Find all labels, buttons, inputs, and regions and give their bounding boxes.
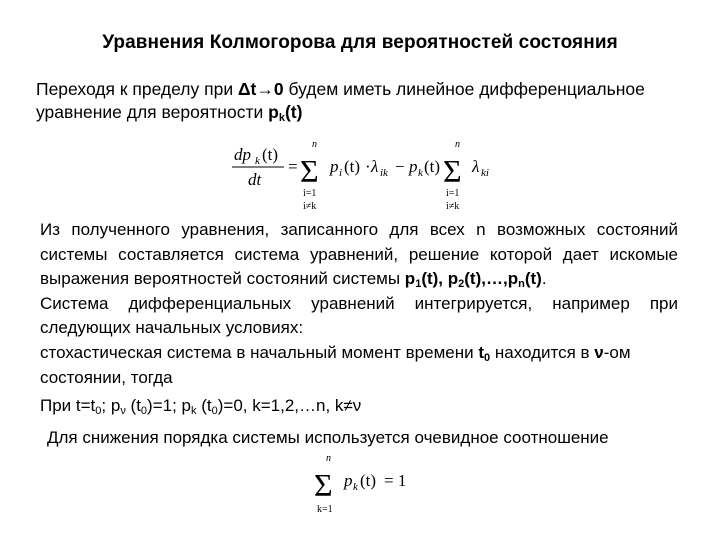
eq-t-paren: (t) (262, 145, 279, 164)
eq-paren-t: (t) (344, 157, 361, 176)
intro-paragraph (36, 78, 686, 124)
sum3-top: n (326, 453, 331, 464)
sum1-sigma: Σ (300, 153, 319, 189)
eq-ki: ki (481, 167, 489, 179)
eq-dp: dp (234, 145, 251, 164)
sum1-bottom-ne: i≠k (303, 201, 317, 212)
sum2-sigma: Σ (443, 153, 462, 189)
intro-line-2 (36, 101, 686, 124)
sum3-bottom: k=1 (317, 504, 333, 515)
norm-eq: = 1 (384, 471, 407, 490)
kolmogorov-equation (228, 138, 498, 218)
intro-text: Переходя к пределу при (36, 79, 238, 99)
norm-p: p (344, 471, 353, 490)
zero-limit: 0 (273, 79, 284, 99)
eq-dt: dt (248, 170, 262, 189)
delta-t: Δt (237, 79, 257, 99)
sum1-top: n (312, 139, 317, 150)
eq-pi: p (330, 157, 339, 176)
body-line-4: Система дифференциальных уравнений интегрируется, например при (40, 293, 678, 313)
body-paragraph (40, 218, 678, 390)
sum2-bottom-ne: i≠k (446, 201, 460, 212)
slide-title: Уравнения Колмогорова для вероятностей состояния (102, 32, 618, 53)
eq-pk: p (409, 157, 418, 176)
sum3-sigma: Σ (314, 467, 333, 503)
eq-lambda-2: λ (472, 157, 480, 176)
eq-paren-t-2: (t) (424, 157, 441, 176)
body-line-3: выражения вероятностей состояний системы $p_1(t)$, $p_2(t),\dots,p_n(t)$. (40, 269, 547, 291)
body-line-6: стохастическая система в начальный момент времени $t_0$ находится в ν-ом (40, 342, 631, 364)
intro-line-1 (36, 78, 686, 101)
sum2-bottom-i: i=1 (446, 188, 460, 199)
body-line-2: системы составляется система уравнений, решение которой дает искомые (40, 244, 678, 264)
initial-conditions: При $t=t_0$; $p_\nu$ $(t_0)=1$; $p_k$ $(t_0)=0$, k=1,2,…n, k≠ν (40, 396, 362, 417)
eq-lambda: λ (371, 157, 379, 176)
body-line-1: Из полученного уравнения, записанного для всех n возможных состояний (40, 220, 679, 239)
pk-t: $p_k(t)$ (268, 102, 303, 124)
intro-text-3: уравнение для вероятности (36, 102, 269, 122)
norm-t: (t) (360, 471, 377, 490)
arrow-symbol: → (256, 79, 274, 99)
eq-i-sub: i (339, 167, 343, 179)
intro-text-2: будем иметь линейное дифференциальное (283, 79, 645, 99)
closing-text: Для снижения порядка системы используется очевидное соотношение (47, 428, 609, 447)
eq-equals: = (288, 157, 298, 176)
normalization-equation (312, 452, 432, 522)
norm-k: k (353, 481, 358, 493)
eq-minus: − (395, 157, 405, 176)
body-line-7: состоянии, тогда (40, 367, 173, 387)
body-line-5: следующих начальных условиях: (40, 318, 304, 338)
eq-k-sub: k (255, 155, 260, 167)
sum2-top: n (455, 139, 460, 150)
eq-ik: ik (380, 167, 388, 179)
eq-dot: · (365, 157, 371, 176)
sum1-bottom-i: i=1 (303, 188, 317, 199)
eq-k-sub-2: k (418, 167, 423, 179)
